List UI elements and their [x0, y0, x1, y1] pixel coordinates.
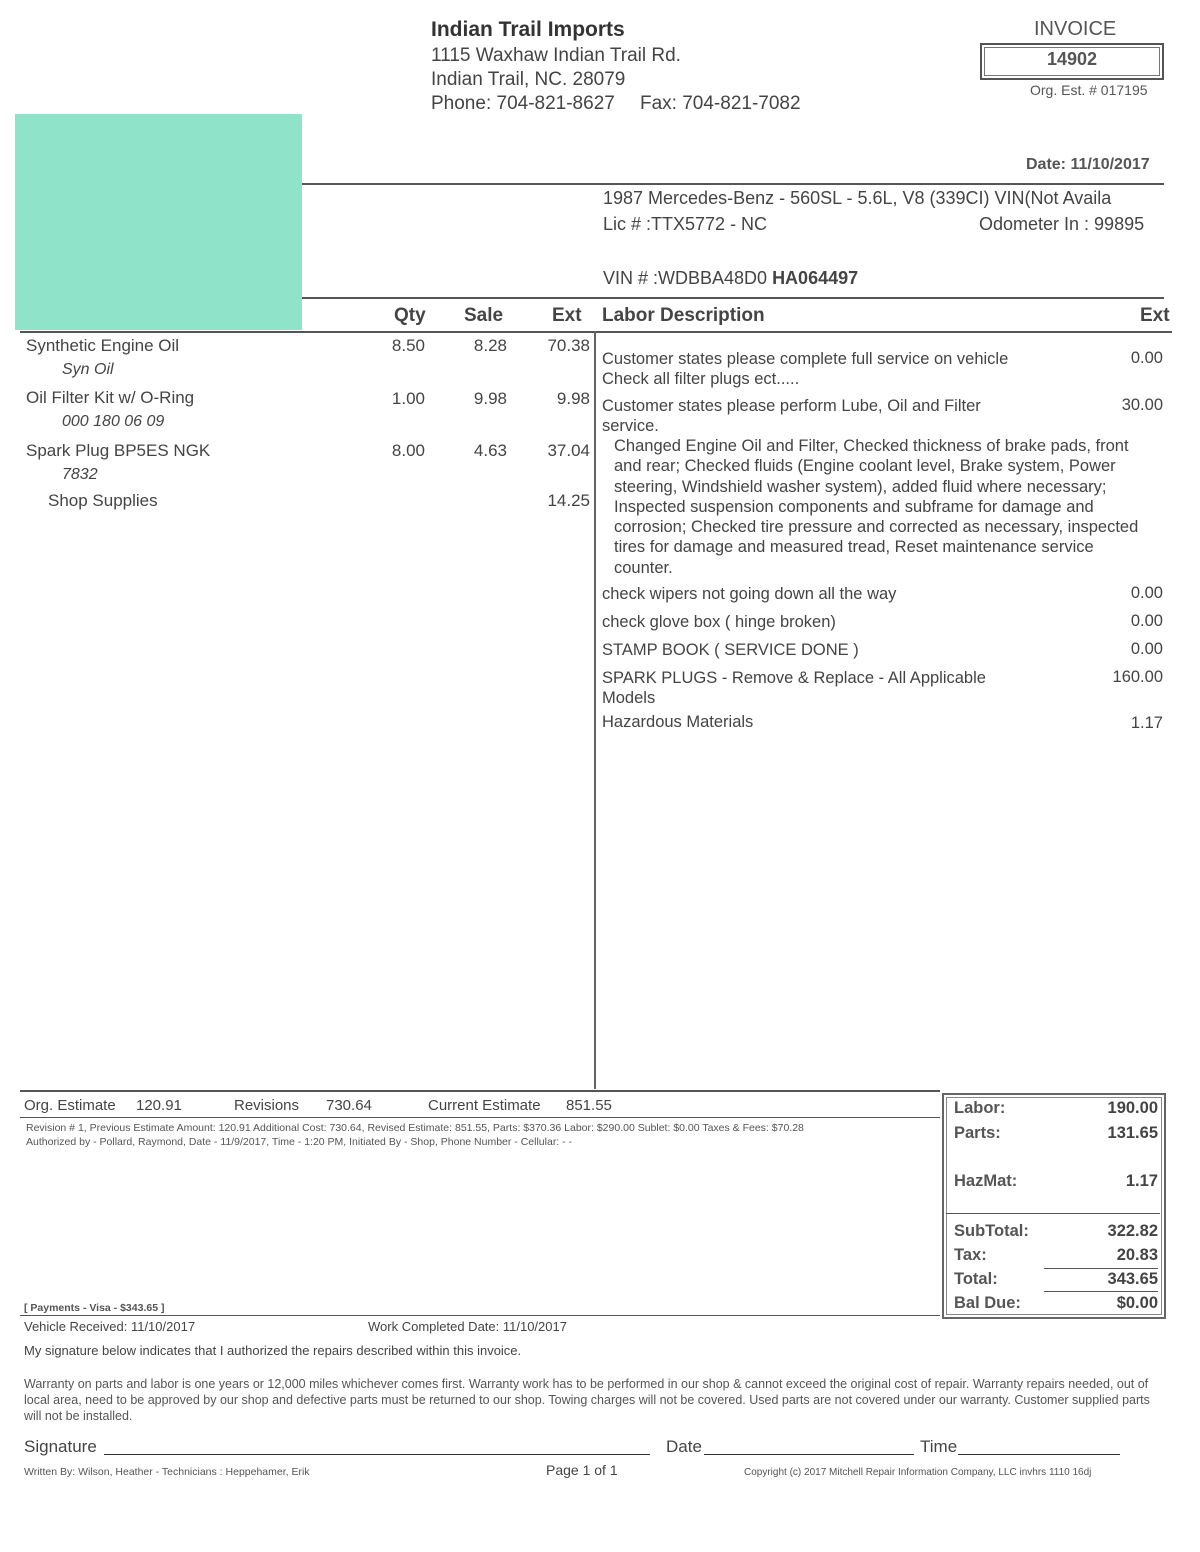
org-estimate-value: 120.91 [136, 1097, 182, 1114]
total-underline [1044, 1268, 1158, 1269]
labor-desc-line: Check all filter plugs ect..... [602, 370, 800, 388]
labor-desc-line: Customer states please perform Lube, Oil and Filter [602, 397, 981, 415]
payments-note: [ Payments - Visa - $343.65 ] [24, 1302, 165, 1314]
redacted-customer-info [15, 114, 302, 330]
labor-ext: 0.00 [1130, 584, 1163, 602]
invoice-title: INVOICE [1034, 18, 1117, 40]
subtotal-label: SubTotal: [954, 1222, 1029, 1240]
part-qty: 8.00 [391, 441, 425, 460]
total-value: 343.65 [1107, 1270, 1158, 1288]
labor-desc [602, 668, 1102, 708]
part-number: Syn Oil [62, 361, 114, 378]
labor-desc-line: service. [602, 417, 659, 435]
labor-desc: check wipers not going down all the way [602, 585, 897, 603]
shop-address-2: Indian Trail, NC. 28079 [431, 69, 626, 90]
labor-desc [602, 396, 1102, 436]
invoice-date: Date: 11/10/2017 [1026, 156, 1150, 173]
parts-total-label: Parts: [954, 1124, 1001, 1142]
shop-fax: Fax: 704-821-7082 [640, 93, 801, 114]
part-number: 7832 [62, 466, 98, 483]
tax-label: Tax: [954, 1246, 987, 1264]
labor-desc [602, 349, 1102, 389]
labor-ext: 0.00 [1130, 349, 1163, 367]
hazmat-value: 1.17 [1125, 1172, 1158, 1190]
bal-due-label: Bal Due: [954, 1294, 1021, 1312]
subtotal-value: 322.82 [1107, 1222, 1158, 1240]
estimate-top-divider [20, 1090, 940, 1092]
labor-ext: 160.00 [1112, 668, 1163, 686]
vehicle-divider [302, 297, 1164, 299]
invoice-number: 14902 [1046, 49, 1098, 69]
vehicle-received: Vehicle Received: 11/10/2017 [24, 1319, 196, 1334]
labor-ext: 0.00 [1130, 612, 1163, 630]
vehicle-odometer: Odometer In : 99895 [979, 214, 1145, 234]
labor-total-label: Labor: [954, 1099, 1006, 1117]
bal-underline [1044, 1291, 1158, 1292]
col-qty: Qty [394, 305, 426, 326]
vin-bold: HA064497 [772, 268, 859, 288]
labor-total-value: 190.00 [1107, 1099, 1158, 1117]
part-desc: Oil Filter Kit w/ O-Ring [26, 388, 195, 407]
part-sale: 8.28 [473, 336, 507, 355]
hazmat-label: HazMat: [954, 1172, 1018, 1190]
shop-supplies-desc: Shop Supplies [48, 491, 158, 510]
totals-divider [946, 1213, 1160, 1214]
part-ext: 70.38 [547, 336, 590, 355]
warranty-text: Warranty on parts and labor is one years or 12,000 miles whichever comes first. Warranty work has to be performed in our shop & cannot exceed the original cost of repair. Warranty repairs needed, out of local area, need to be approved by our shop and defective parts must be returned to our shop. Towing charges will not be covered. Used parts are not covered under our warranty. Customer supplied parts will not be installed. [24, 1377, 1150, 1423]
signature-label: Signature [24, 1437, 97, 1456]
vehicle-description: 1987 Mercedes-Benz - 560SL - 5.6L, V8 (339CI) VIN(Not Availa [603, 188, 1112, 208]
work-completed: Work Completed Date: 11/10/2017 [368, 1319, 567, 1334]
col-labor-ext: Ext [1140, 305, 1170, 326]
date-label: Date [666, 1437, 702, 1456]
written-by: Written By: Wilson, Heather - Technicians : Heppehamer, Erik [24, 1466, 310, 1478]
payments-divider [20, 1315, 940, 1316]
part-desc: Spark Plug BP5ES NGK [26, 441, 211, 460]
org-estimate-label: Org. Estimate [24, 1097, 116, 1114]
labor-desc-line: Customer states please complete full service on vehicle [602, 350, 1009, 368]
labor-ext: 0.00 [1130, 640, 1163, 658]
shop-supplies-ext: 14.25 [547, 491, 590, 510]
labor-detail: Changed Engine Oil and Filter, Checked thickness of brake pads, front and rear; Checked fluids (Engine coolant level, Brake system, Power steering, Windshield washer system), added fluid where necessary; Inspected suspension components and subframe for damage and corrosion; Checked tire pressure and corrected as necessary, inspected tires for damage and measured tread, Reset maintenance service counter. [614, 437, 1139, 577]
authorized-note: Authorized by - Pollard, Raymond, Date - 11/9/2017, Time - 1:20 PM, Initiated By - Shop, Phone Number - Cellular: - - [26, 1136, 573, 1148]
labor-desc: check glove box ( hinge broken) [602, 613, 836, 631]
tax-value: 20.83 [1116, 1246, 1158, 1264]
part-qty: 8.50 [391, 336, 425, 355]
vehicle-license: Lic # :TTX5772 - NC [603, 214, 768, 234]
current-estimate-label: Current Estimate [428, 1097, 541, 1114]
part-sale: 9.98 [473, 389, 507, 408]
header-divider [302, 183, 1164, 185]
part-qty: 1.00 [391, 389, 425, 408]
part-ext: 9.98 [556, 389, 590, 408]
shop-address-1: 1115 Waxhaw Indian Trail Rd. [431, 45, 681, 66]
parts-total-value: 131.65 [1107, 1124, 1158, 1142]
time-line[interactable] [958, 1454, 1120, 1455]
copyright: Copyright (c) 2017 Mitchell Repair Information Company, LLC invhrs 1110 16dj [744, 1467, 1092, 1478]
labor-desc: Hazardous Materials [602, 713, 754, 731]
part-sale: 4.63 [473, 441, 507, 460]
part-ext: 37.04 [547, 441, 590, 460]
labor-desc-line: Models [602, 689, 656, 707]
time-label: Time [920, 1437, 958, 1456]
col-labor-description: Labor Description [602, 305, 765, 326]
col-ext: Ext [552, 305, 582, 326]
vehicle-vin [603, 268, 858, 289]
part-desc: Synthetic Engine Oil [26, 336, 180, 355]
signature-note: My signature below indicates that I authorized the repairs described within this invoice. [24, 1343, 522, 1358]
shop-phone: Phone: 704-821-8627 [431, 93, 615, 114]
shop-name: Indian Trail Imports [431, 18, 625, 41]
part-number: 000 180 06 09 [62, 413, 165, 430]
parts-labor-divider [594, 331, 596, 1089]
labor-desc-line: SPARK PLUGS - Remove & Replace - All Applicable [602, 669, 986, 687]
vin-label: VIN # :WDBBA48D0 [603, 268, 773, 288]
page-number: Page 1 of 1 [546, 1462, 618, 1478]
labor-ext: 30.00 [1121, 396, 1163, 414]
current-estimate-value: 851.55 [566, 1097, 612, 1114]
revision-note: Revision # 1, Previous Estimate Amount: 120.91 Additional Cost: 730.64, Revised Estimate: 851.55, Parts: $370.36 Labor: $290.00 Sublet: $0.00 Taxes & Fees: $70.28 [26, 1122, 804, 1134]
bal-due-value: $0.00 [1116, 1294, 1158, 1312]
labor-desc: STAMP BOOK ( SERVICE DONE ) [602, 641, 859, 659]
col-sale: Sale [464, 305, 504, 326]
date-line[interactable] [704, 1454, 914, 1455]
revisions-label: Revisions [234, 1097, 300, 1114]
columns-divider [20, 331, 1172, 333]
labor-ext: 1.17 [1130, 714, 1163, 732]
estimate-divider [20, 1117, 940, 1118]
original-estimate-number: Org. Est. # 017195 [1030, 82, 1148, 98]
revisions-value: 730.64 [326, 1097, 372, 1114]
signature-line[interactable] [104, 1454, 650, 1455]
total-label: Total: [954, 1270, 998, 1288]
